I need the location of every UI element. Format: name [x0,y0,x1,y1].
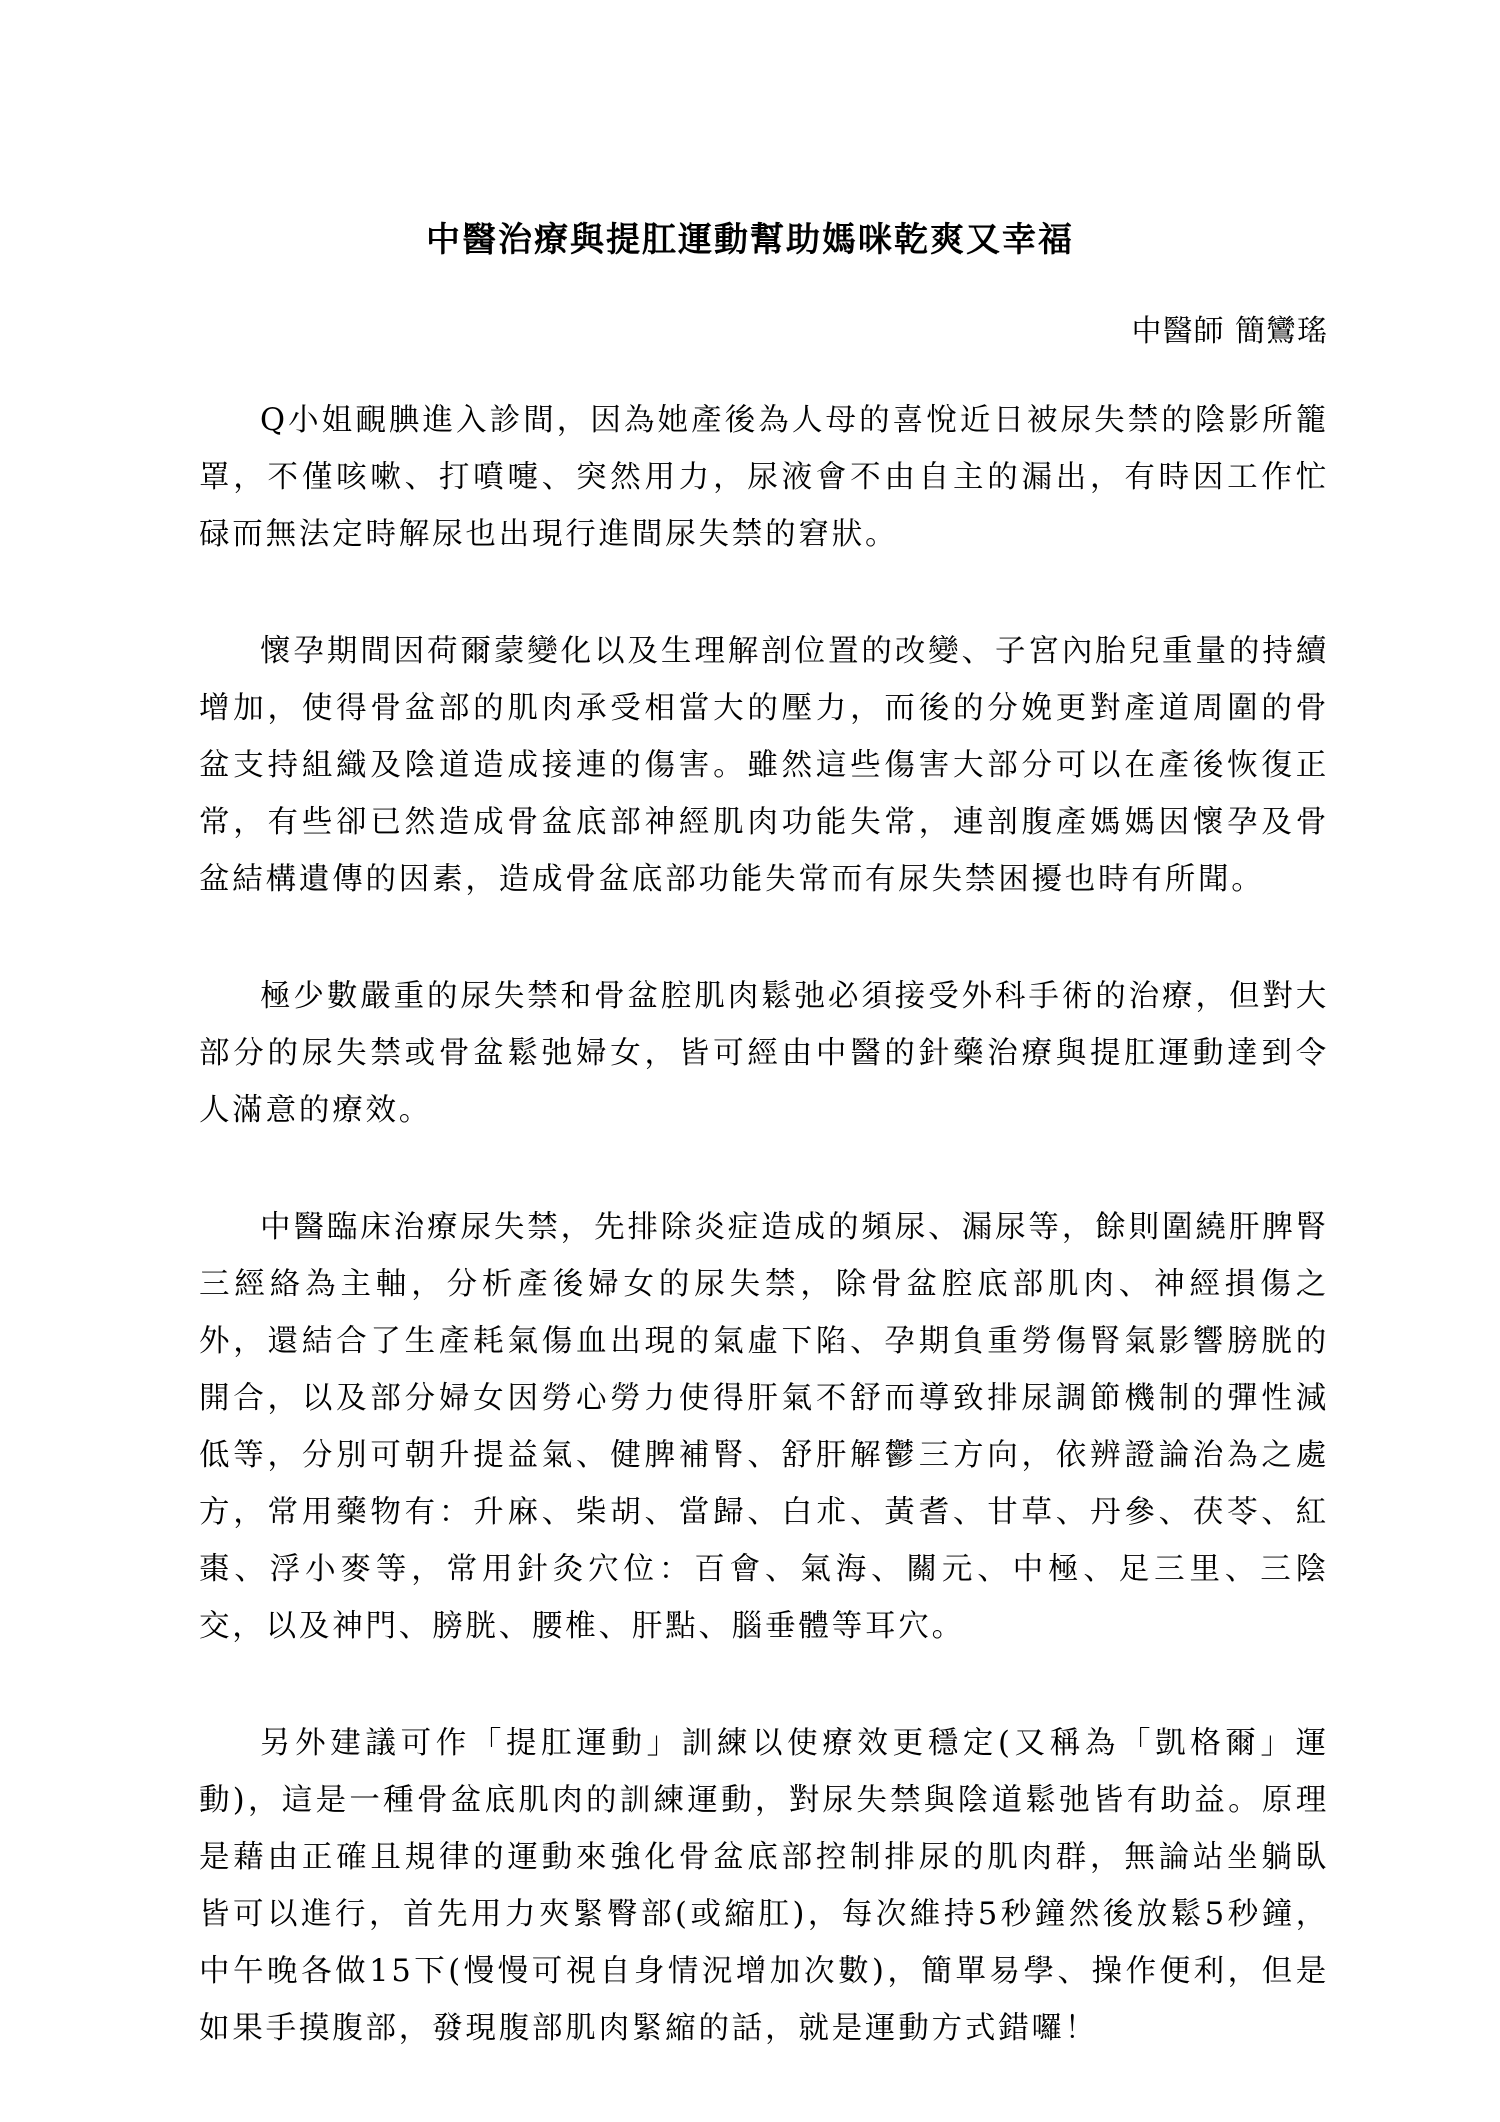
paragraph-1: Q小姐靦腆進入診間，因為她產後為人母的喜悅近日被尿失禁的陰影所籠罩，不僅咳嗽、打噴嚏、突然用力，尿液會不由自主的漏出，有時因工作忙碌而無法定時解尿也出現行進間尿失禁的窘狀。 [199,403,1329,552]
document-title: 中醫治療與提肛運動幫助媽咪乾爽又幸福 [426,220,1074,260]
article-body [199,392,1329,2117]
paragraph-2: 懷孕期間因荷爾蒙變化以及生理解剖位置的改變、子宮內胎兒重量的持續增加，使得骨盆部的肌肉承受相當大的壓力，而後的分娩更對產道周圍的骨盆支持組織及陰道造成接連的傷害。雖然這些傷害大部分可以在產後恢復正常，有些卻已然造成骨盆底部神經肌肉功能失常，連剖腹產媽媽因懷孕及骨盆結構遺傳的因素，造成骨盆底部功能失常而有尿失禁困擾也時有所聞。 [199,634,1329,897]
paragraph-5: 另外建議可作「提肛運動」訓練以使療效更穩定(又稱為「凱格爾」運動)，這是一種骨盆底肌肉的訓練運動，對尿失禁與陰道鬆弛皆有助益。原理是藉由正確且規律的運動來強化骨盆底部控制排尿的肌肉群，無論站坐躺臥皆可以進行，首先用力夾緊臀部(或縮肛)，每次維持5秒鐘然後放鬆5秒鐘，中午晚各做15下(慢慢可視自身情況增加次數)，簡單易學、操作便利，但是如果手摸腹部，發現腹部肌肉緊縮的話，就是運動方式錯囉！ [199,1726,1329,2046]
paragraph-3: 極少數嚴重的尿失禁和骨盆腔肌肉鬆弛必須接受外科手術的治療，但對大部分的尿失禁或骨盆鬆弛婦女，皆可經由中醫的針藥治療與提肛運動達到令人滿意的療效。 [199,979,1329,1128]
paragraph-4: 中醫臨床治療尿失禁，先排除炎症造成的頻尿、漏尿等，餘則圍繞肝脾腎三經絡為主軸，分析產後婦女的尿失禁，除骨盆腔底部肌肉、神經損傷之外，還結合了生產耗氣傷血出現的氣虛下陷、孕期負重勞傷腎氣影響膀胱的開合，以及部分婦女因勞心勞力使得肝氣不舒而導致排尿調節機制的彈性減低等，分別可朝升提益氣、健脾補腎、舒肝解鬱三方向，依辨證論治為之處方，常用藥物有：升麻、柴胡、當歸、白朮、黃耆、甘草、丹參、茯苓、紅棗、浮小麥等，常用針灸穴位：百會、氣海、關元、中極、足三里、三陰交，以及神門、膀胱、腰椎、肝點、腦垂體等耳穴。 [199,1210,1329,1644]
author-line: 中醫師 簡鸞瑤 [1131,314,1328,349]
